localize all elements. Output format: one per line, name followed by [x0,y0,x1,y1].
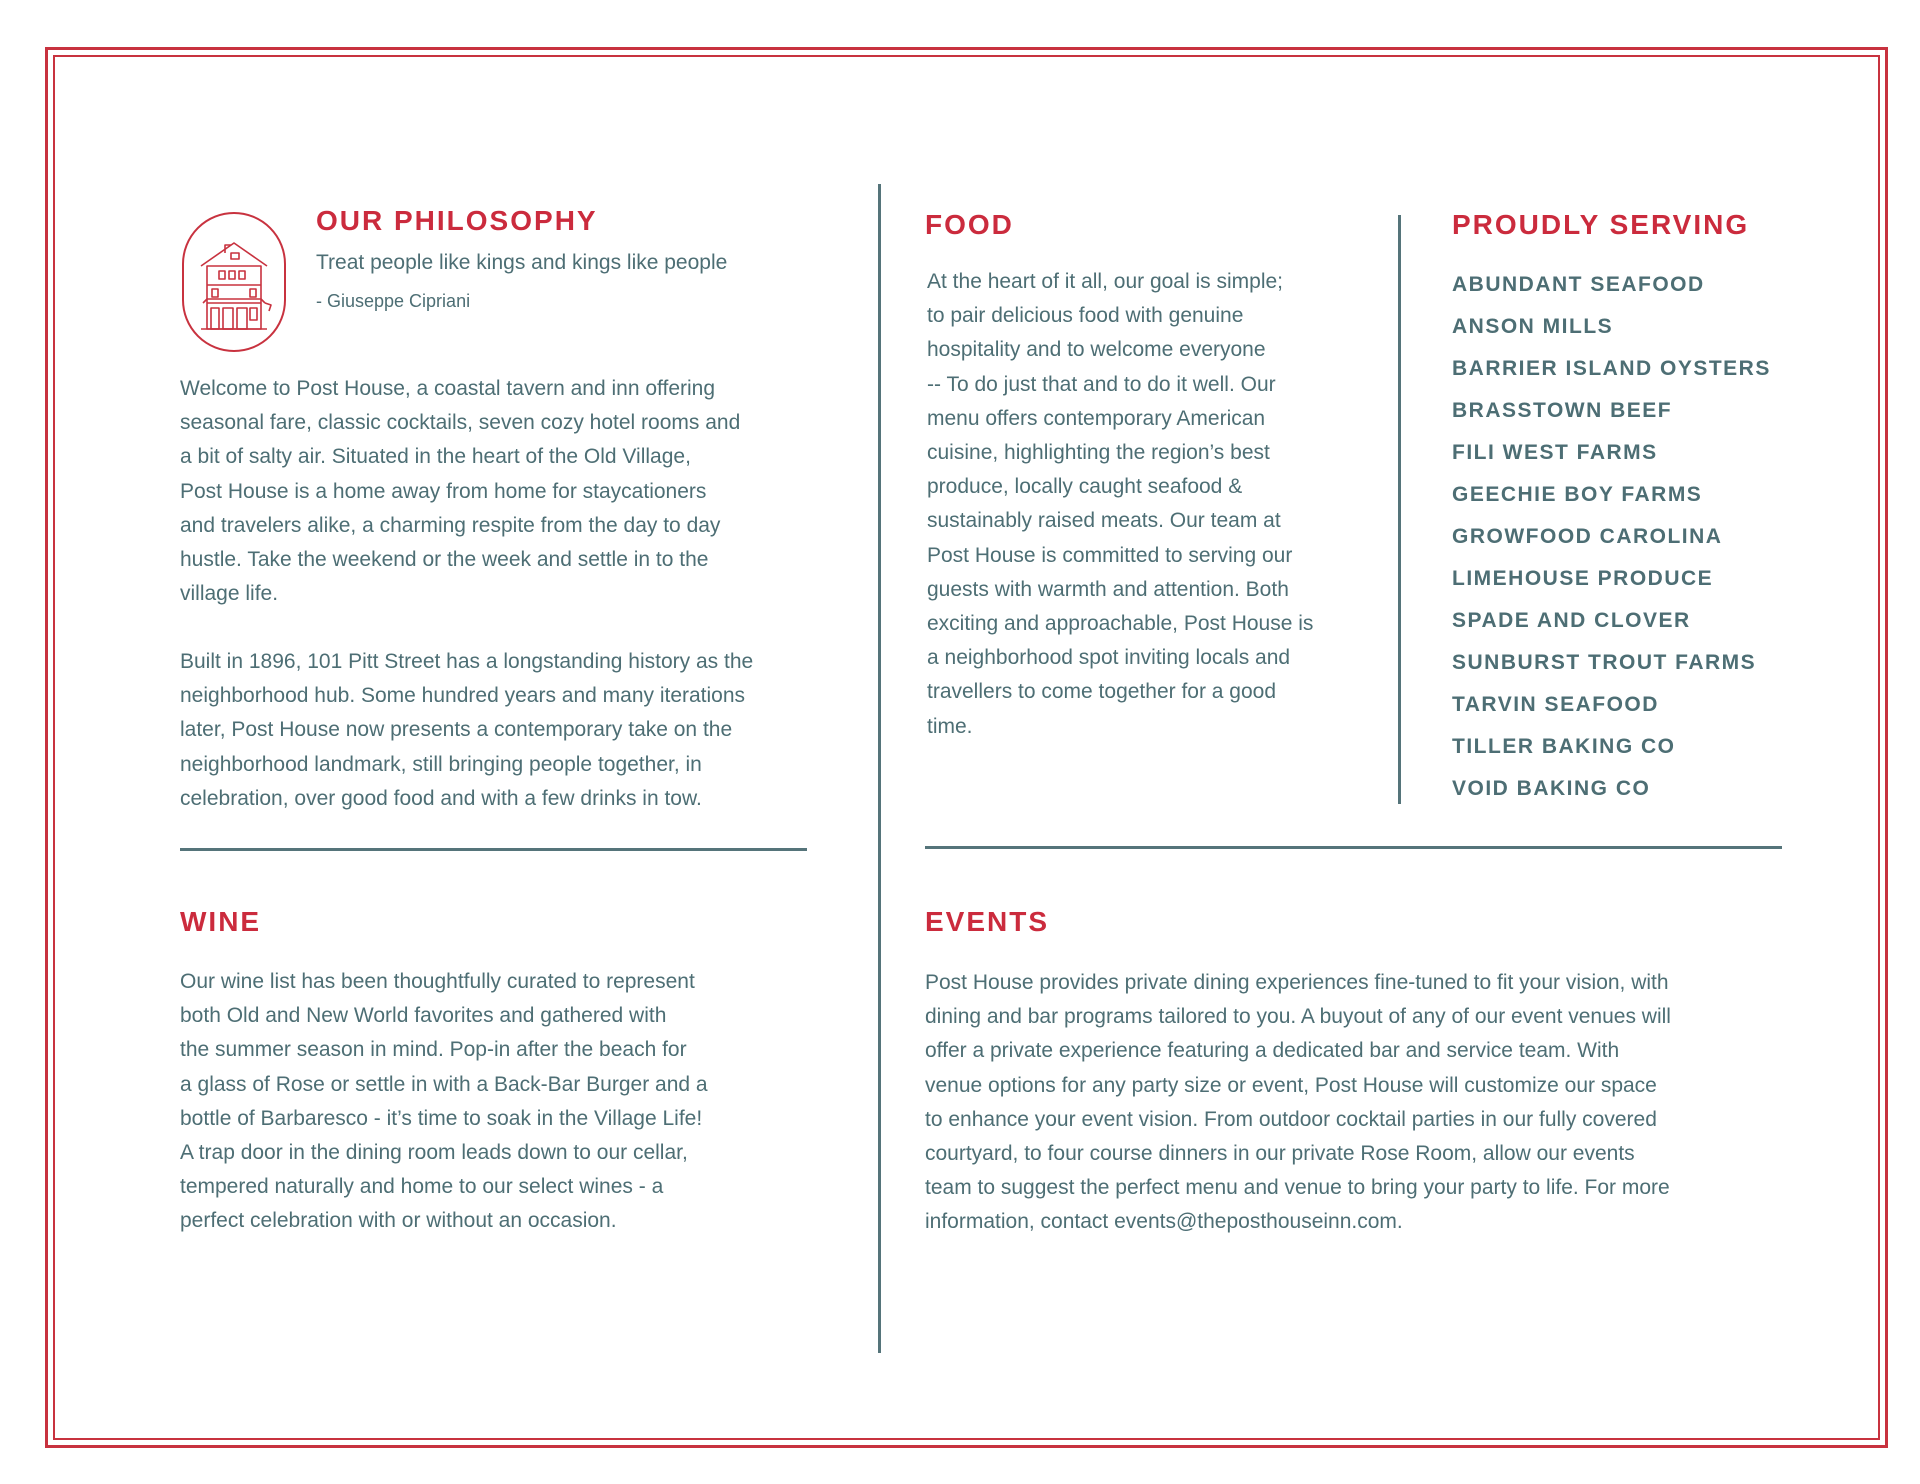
philosophy-quote: Treat people like kings and kings like people [316,251,728,274]
food-heading: FOOD [925,209,1014,240]
supplier-item: TARVIN SEAFOOD [1452,693,1659,716]
house-illustration-icon [181,211,287,353]
events-heading: EVENTS [925,906,1050,937]
supplier-item: SPADE AND CLOVER [1452,609,1691,632]
supplier-item: BARRIER ISLAND OYSTERS [1452,357,1771,380]
supplier-item: FILI WEST FARMS [1452,441,1658,464]
supplier-item: SUNBURST TROUT FARMS [1452,651,1757,674]
supplier-item: VOID BAKING CO [1452,777,1651,800]
wine-body: Our wine list has been thoughtfully curated to represent both Old and New World favorites and gathered with the summer season in mind. Pop-in after the beach for a glass of Rose or settle in with a Back-Bar Burger and a bottle of Barbaresco - it’s time to soak in the Village Life! A trap door in the dining room leads down to our cellar, tempered naturally and home to our select wines - a perfect celebration with or without an occasion. [180,970,708,1233]
wine-heading: WINE [180,906,262,937]
supplier-item: BRASSTOWN BEEF [1452,399,1673,422]
supplier-item: LIMEHOUSE PRODUCE [1452,567,1714,590]
food-body: At the heart of it all, our goal is simple; to pair delicious food with genuine hospitality and to welcome everyone -- To do just that and to do it well. Our menu offers contemporary American cuisine, highlighting the region’s best produce, locally caught seafood & sustainably raised meats. Our team at Post House is committed to serving our guests with warmth and attention. Both exciting and approachable, Post House is a neighborhood spot inviting locals and travellers to come together for a good time. [927,270,1314,738]
serving-heading: PROUDLY SERVING [1452,209,1750,240]
food-serving-divider [1398,215,1401,804]
supplier-list [1452,269,1771,815]
supplier-item: ANSON MILLS [1452,315,1614,338]
quote-attribution: - Giuseppe Cipriani [316,291,471,311]
center-divider [878,184,881,1353]
supplier-item: GROWFOOD CAROLINA [1452,525,1723,548]
events-body: Post House provides private dining experiences fine-tuned to fit your vision, with dining and bar programs tailored to you. A buyout of any of our event venues will offer a private experience featuring a dedicated bar and service team. With venue options for any party size or event, Post House will customize our space to enhance your event vision. From outdoor cocktail parties in our fully covered courtyard, to four course dinners in our private Rose Room, allow our events team to suggest the perfect menu and venue to bring your party to life. For more information, contact events@theposthouseinn.com. [925,971,1671,1234]
supplier-item: ABUNDANT SEAFOOD [1452,273,1705,296]
philosophy-divider [180,848,807,851]
philosophy-heading: OUR PHILOSOPHY [316,205,598,236]
supplier-item: TILLER BAKING CO [1452,735,1676,758]
food-divider [925,846,1782,849]
philosophy-paragraph-2: Built in 1896, 101 Pitt Street has a longstanding history as the neighborhood hub. Some hundred years and many iterations later, Post House now presents a contemporary take on the neighborhood landmark, still bringing people together, in celebration, over good food and with a few drinks in tow. [180,650,754,810]
supplier-item: GEECHIE BOY FARMS [1452,483,1703,506]
philosophy-paragraph-1: Welcome to Post House, a coastal tavern and inn offering seasonal fare, classic cocktails, seven cozy hotel rooms and a bit of salty air. Situated in the heart of the Old Village, Post House is a home away from home for staycationers and travelers alike, a charming respite from the day to day hustle. Take the weekend or the week and settle in to the village life. [180,377,741,606]
